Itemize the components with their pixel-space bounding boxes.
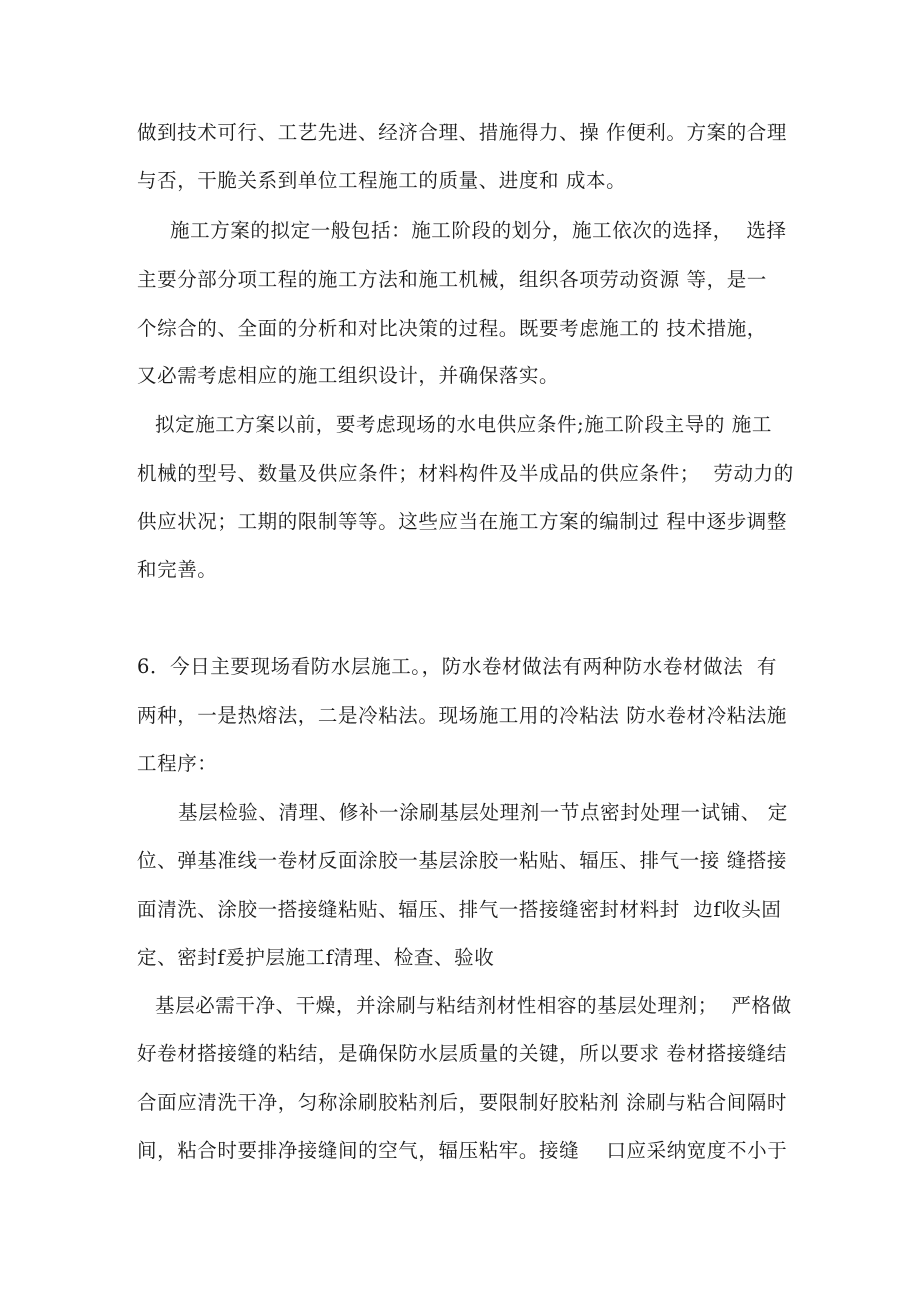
paragraph-3-line-2: 机械的型号、数量及供应条件；材料构件及半成品的供应条件； 劳动力的 bbox=[137, 462, 794, 485]
paragraph-1-line-2: 与否，干脆关系到单位工程施工的质量、进度和 成本。 bbox=[137, 169, 627, 192]
paragraph-2-line-2: 主要分部分项工程的施工方法和施工机械，组织各项劳动资源 等，是一 bbox=[137, 268, 767, 291]
paragraph-4-line-1: 6．今日主要现场看防水层施工。，防水卷材做法有两种防水卷材做法 有 bbox=[137, 655, 777, 678]
paragraph-3-line-1: 拟定施工方案以前，要考虑现场的水电供应条件;施工阶段主导的 施工 bbox=[155, 413, 772, 436]
paragraph-5-line-3: 面清洗、涂胶一搭接缝粘贴、辐压、排气一搭接缝密封材料封 边f收头固 bbox=[137, 898, 782, 921]
paragraph-5-line-4: 定、密封f爰护层施工f清理、检查、验收 bbox=[137, 946, 495, 969]
paragraph-6-line-4: 间，粘合时要排净接缝间的空气，辐压粘牢。接缝 口应采纳宽度不小于 bbox=[137, 1139, 788, 1162]
paragraph-4-line-3: 工程序： bbox=[137, 752, 218, 775]
paragraph-5-line-2: 位、弹基准线一卷材反面涂胶一基层涂胶一粘贴、辐压、排气一接 缝搭接 bbox=[137, 849, 787, 872]
paragraph-6-line-2: 好卷材搭接缝的粘结，是确保防水层质量的关键，所以要求 卷材搭接缝结 bbox=[137, 1042, 787, 1065]
paragraph-5-line-1: 基层检验、清理、修补一涂刷基层处理剂一节点密封处理一试铺、 定 bbox=[178, 801, 788, 824]
paragraph-6-line-1: 基层必需干净、干燥，并涂刷与粘结剂材性相容的基层处理剂； 严格做 bbox=[155, 994, 792, 1017]
paragraph-2-line-3: 个综合的、全面的分析和对比决策的过程。既要考虑施工的 技术措施， bbox=[137, 317, 767, 340]
paragraph-2-line-1: 施工方案的拟定一般包括：施工阶段的划分，施工依次的选择， 选择 bbox=[170, 219, 787, 242]
paragraph-6-line-3: 合面应清洗干净，匀称涂刷胶粘剂后，要限制好胶粘剂 涂刷与粘合间隔时 bbox=[137, 1091, 787, 1114]
paragraph-2-line-4: 又必需考虑相应的施工组织设计，并确保落实。 bbox=[137, 364, 560, 387]
paragraph-1-line-1: 做到技术可行、工艺先进、经济合理、措施得力、操 作便利。方案的合理 bbox=[137, 121, 787, 144]
paragraph-3-line-4: 和完善。 bbox=[137, 558, 218, 581]
paragraph-4-line-2: 两种，一是热熔法，二是冷粘法。现场施工用的冷粘法 防水卷材冷粘法施 bbox=[137, 704, 787, 727]
paragraph-3-line-3: 供应状况；工期的限制等等。这些应当在施工方案的编制过 程中逐步调整 bbox=[137, 510, 787, 533]
